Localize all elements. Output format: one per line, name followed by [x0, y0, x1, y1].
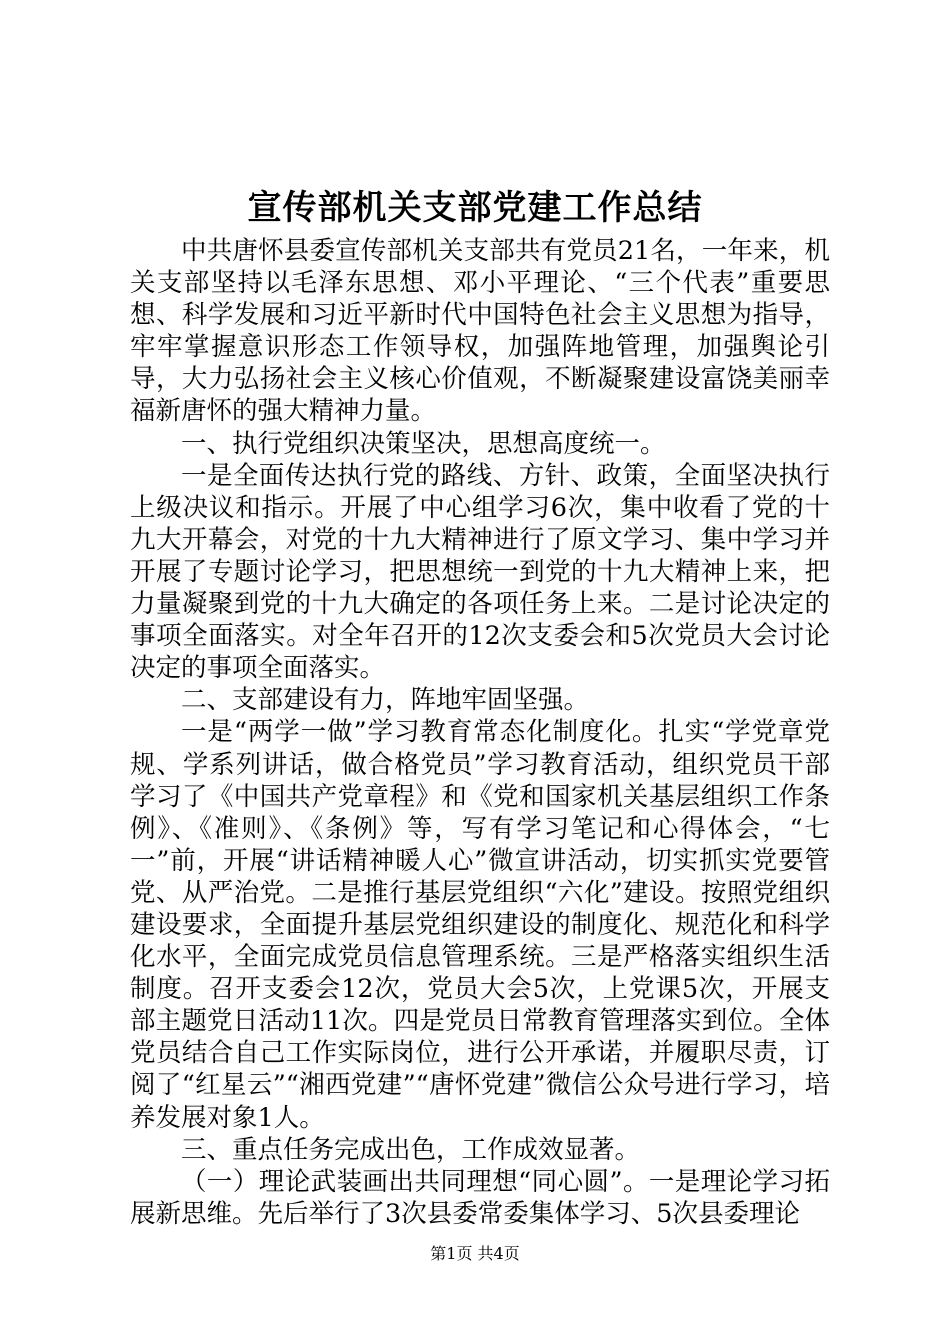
paragraph-intro: 中共唐怀县委宣传部机关支部共有党员21名，一年来，机关支部坚持以毛泽东思想、邓小平理论、“三个代表”重要思想、科学发展和习近平新时代中国特色社会主义思想为指导，牢牢掌握意识形态工作领导权，加强阵地管理，加强舆论引导，大力弘扬社会主义核心价值观，不断凝聚建设富饶美丽幸福新唐怀的强大精神力量。 — [130, 236, 830, 427]
paragraph-section-3-part-1: （一）理论武装画出共同理想“同心圆”。一是理论学习拓展新思维。先后举行了3次县委常委集体学习、5次县委理论 — [130, 1166, 830, 1229]
section-heading-1: 一、执行党组织决策坚决，思想高度统一。 — [181, 428, 666, 459]
paragraph-section-2: 一是“两学一做”学习教育常态化制度化。扎实“学党章党规、学系列讲话，做合格党员”学习教育活动，组织党员干部学习了《中国共产党章程》和《党和国家机关基层组织工作条例》、《准则》、《条例》等，写有学习笔记和心得体会，“七一”前，开展“讲话精神暖人心”微宣讲活动，切实抓实党要管党、从严治党。二是推行基层党组织“六化”建设。按照党组织建设要求，全面提升基层党组织建设的制度化、规范化和科学化水平，全面完成党员信息管理系统。三是严格落实组织生活制度。召开支委会12次，党员大会5次，上党课5次，开展支部主题党日活动11次。四是党员日常教育管理落实到位。全体党员结合自己工作实际岗位，进行公开承诺，并履职尽责，订阅了“红星云”“湘西党建”“唐怀党建”微信公众号进行学习，培养发展对象1人。 — [130, 717, 830, 1133]
page-number-footer: 第1页 共4页 — [430, 1244, 520, 1263]
paragraph-section-1: 一是全面传达执行党的路线、方针、政策，全面坚决执行上级决议和指示。开展了中心组学习6次，集中收看了党的十九大开幕会，对党的十九大精神进行了原文学习、集中学习并开展了专题讨论学习，把思想统一到党的十九大精神上来，把力量凝聚到党的十九大确定的各项任务上来。二是讨论决定的事项全面落实。对全年召开的12次支委会和5次党员大会讨论决定的事项全面落实。 — [130, 460, 830, 684]
section-heading-3: 三、重点任务完成出色，工作成效显著。 — [181, 1134, 641, 1165]
document-title: 宣传部机关支部党建工作总结 — [247, 188, 703, 228]
document-body — [130, 235, 830, 1230]
section-heading-2: 二、支部建设有力，阵地牢固坚强。 — [181, 685, 590, 716]
